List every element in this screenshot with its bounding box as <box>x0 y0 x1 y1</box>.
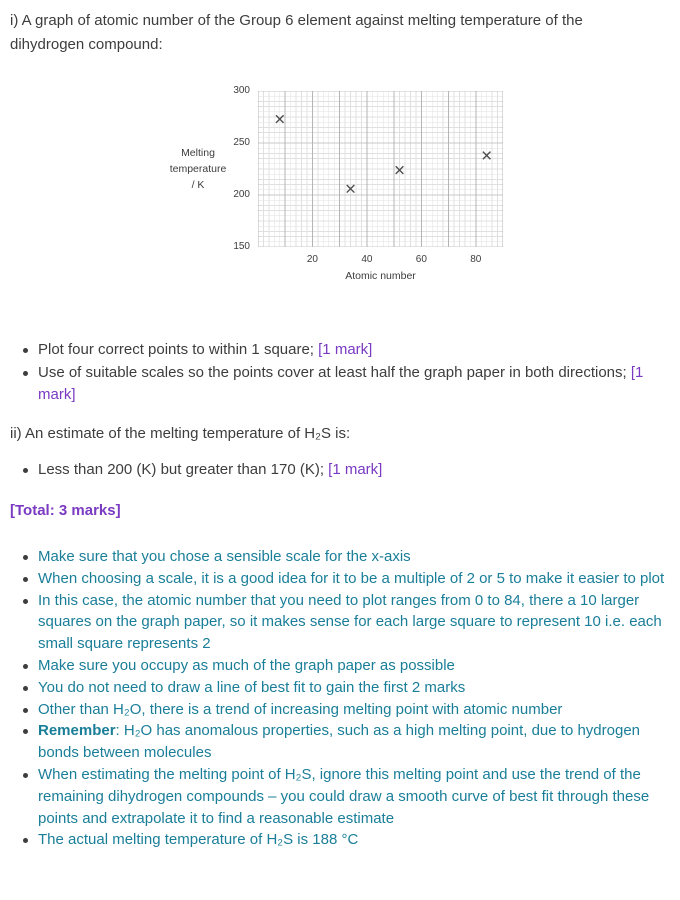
y-axis-label-line: / K <box>191 179 205 191</box>
x-tick-label: 80 <box>470 254 482 265</box>
y-axis-label-line: temperature <box>169 163 227 175</box>
question-part-i-text: i) A graph of atomic number of the Group 6 element against melting temperature of the dihydrogen compound: <box>10 12 583 53</box>
mark-badge: [1 mark] <box>328 460 383 478</box>
y-tick-label: 300 <box>233 85 250 96</box>
tip-bullet <box>10 568 670 590</box>
bullet-text: Make sure that you chose a sensible scale for the x-axis <box>38 548 411 565</box>
bullet-text: Less than 200 (K) but greater than 170 (K); <box>38 460 329 478</box>
total-marks: [Total: 3 marks] <box>10 502 121 519</box>
tip-bullet <box>10 677 670 699</box>
answer-bullet <box>10 339 665 362</box>
bullet-text: When estimating the melting point of H₂S, ignore this melting point and use the trend of the remaining dihydrogen compounds – you could draw a smooth curve of best fit through these points and extrapolate it to find a reasonable estimate <box>38 765 650 827</box>
answer-bullet <box>10 362 665 407</box>
bullet-text: You do not need to draw a line of best fit to gain the first 2 marks <box>38 678 466 696</box>
chart <box>10 87 670 287</box>
tip-bullet <box>10 590 670 655</box>
tip-bullet <box>10 829 670 851</box>
bullet-text: In this case, the atomic number that you need to plot ranges from 0 to 84, there a 10 larger squares on the graph paper, so it makes sense for each large square to represent 10 i.e. each small square represents 2 <box>38 591 662 653</box>
y-tick-label: 250 <box>233 137 250 148</box>
bullet-text: The actual melting temperature of H₂S is 188 °C <box>38 831 359 849</box>
tip-bullet <box>10 720 670 764</box>
answer-i-list <box>10 339 665 407</box>
tip-bullet <box>10 655 670 677</box>
bullet-bold-text: Remember <box>38 722 116 740</box>
bullet-text: Use of suitable scales so the points cover at least half the graph paper in both directions; <box>38 363 631 381</box>
mark-badge: [1 mark] <box>38 363 644 403</box>
x-tick-label: 60 <box>415 254 427 265</box>
question-part-ii-text: ii) An estimate of the melting temperature of H₂S is: <box>10 424 351 442</box>
y-tick-label: 200 <box>233 189 250 200</box>
bullet-text: : H₂O has anomalous properties, such as a high melting point, due to hydrogen bonds between molecules <box>38 722 641 762</box>
bullet-text: When choosing a scale, it is a good idea for it to be a multiple of 2 or 5 to make it easier to plot <box>38 569 665 587</box>
y-axis-label <box>160 145 236 193</box>
answer-bullet <box>10 459 665 482</box>
bullet-text: Other than H₂O, there is a trend of increasing melting point with atomic number <box>38 700 563 718</box>
graph-paper-grid <box>258 91 503 247</box>
y-axis-label-line: Melting <box>181 147 215 159</box>
tip-bullet <box>10 546 670 568</box>
tip-bullet <box>10 699 670 721</box>
bullet-text: Plot four correct points to within 1 square; <box>38 341 319 358</box>
tip-bullet <box>10 764 670 829</box>
bullet-text: Make sure you occupy as much of the graph paper as possible <box>38 656 455 674</box>
x-tick-label: 40 <box>361 254 373 265</box>
x-axis-label: Atomic number <box>345 270 416 282</box>
y-tick-label: 150 <box>233 241 250 252</box>
x-tick-label: 20 <box>306 254 318 265</box>
examiner-tips-list <box>10 546 670 851</box>
mark-badge: [1 mark] <box>318 341 373 358</box>
answer-ii-list <box>10 459 665 482</box>
